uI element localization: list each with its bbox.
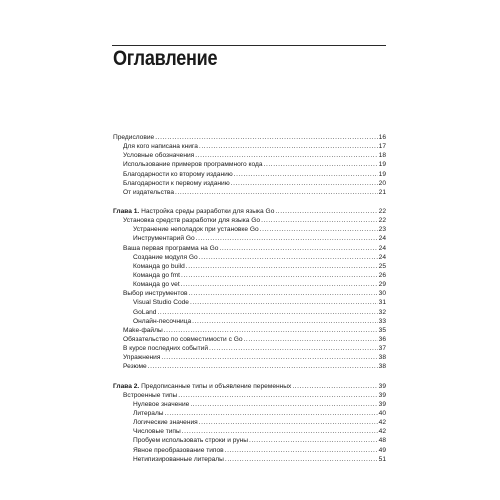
dot-leader — [161, 353, 377, 362]
toc-entry-text: Для кого написана книга — [123, 143, 198, 151]
toc-entry-label — [133, 427, 181, 436]
toc-entry[interactable] — [113, 391, 386, 400]
toc-entry-label — [133, 280, 180, 289]
toc-entry-text: Логические значения — [133, 419, 198, 427]
toc-entry-text: Команда go build — [133, 262, 185, 270]
toc-entry-label — [133, 298, 189, 307]
dot-leader — [175, 188, 378, 197]
toc-entry[interactable] — [113, 436, 386, 445]
toc-page-number: 42 — [378, 419, 386, 427]
toc-entry-text: Создание модуля Go — [133, 253, 198, 261]
toc-page-number: 40 — [378, 409, 386, 417]
dot-leader — [225, 455, 378, 464]
toc-entry-text: Предописанные типы и объявление переменных — [139, 382, 292, 390]
dot-leader — [275, 207, 377, 216]
dot-leader — [181, 280, 378, 289]
dot-leader — [181, 271, 378, 280]
toc-page-number: 16 — [378, 134, 386, 141]
dot-leader — [219, 244, 377, 253]
toc-entry-text: Инструментарий Go — [133, 235, 195, 243]
toc-page-number: 29 — [378, 281, 386, 289]
toc-entry-text: Числовые типы — [133, 428, 181, 436]
toc-entry[interactable] — [113, 344, 386, 353]
toc-entry-label — [113, 207, 274, 216]
toc-entry[interactable] — [113, 317, 386, 326]
toc-page-number: 42 — [378, 428, 386, 436]
toc-entry-text: Нетипизированные литералы — [133, 455, 224, 463]
toc-entry-label — [133, 271, 180, 280]
dot-leader — [192, 317, 378, 326]
toc-page-number: 38 — [378, 363, 386, 371]
toc-page-number: 24 — [378, 235, 386, 243]
toc-entry[interactable] — [113, 170, 386, 179]
dot-leader — [225, 446, 378, 455]
dot-leader — [209, 344, 378, 353]
toc-entry[interactable] — [113, 133, 386, 142]
dot-leader — [190, 298, 378, 307]
toc-entry-label — [113, 382, 291, 391]
toc-page-number: 39 — [378, 382, 386, 390]
toc-entry-text: Выбор инструментов — [123, 290, 188, 298]
toc-entry-text: Встроенные типы — [123, 391, 178, 399]
toc-entry-label — [133, 262, 185, 271]
dot-leader — [164, 326, 378, 335]
toc-entry-label — [123, 188, 174, 197]
toc-entry-label — [133, 436, 248, 445]
toc-entry-label — [123, 179, 230, 188]
toc-page-number: 25 — [378, 262, 386, 270]
toc-page-number: 39 — [378, 391, 386, 399]
toc-entry-label — [123, 335, 243, 344]
toc-entry-text: Упражнения — [123, 354, 161, 362]
header-rule — [112, 45, 386, 46]
toc-entry[interactable] — [113, 326, 386, 335]
dot-leader — [195, 151, 377, 160]
dot-leader — [292, 382, 377, 391]
toc-page-number: 48 — [378, 437, 386, 445]
dot-leader — [190, 400, 377, 409]
toc-entry[interactable] — [113, 253, 386, 262]
toc-entry-label — [123, 142, 198, 151]
toc-entry-text: Visual Studio Code — [133, 299, 189, 307]
toc-entry[interactable] — [113, 216, 386, 225]
dot-leader — [234, 170, 378, 179]
toc-entry-label — [133, 455, 224, 464]
toc-entry[interactable] — [113, 151, 386, 160]
toc-entry-label — [133, 225, 259, 234]
page-title: Оглавление — [113, 47, 218, 70]
toc-entry-text: Нулевое значение — [133, 400, 190, 408]
toc-entry[interactable] — [113, 271, 386, 280]
toc-entry-text: Устранение неполадок при установке Go — [133, 226, 259, 234]
dot-leader — [178, 391, 377, 400]
chapter-number: Глава 2. — [113, 382, 140, 390]
toc-entry-text: Ваша первая программа на Go — [123, 244, 219, 252]
toc-page-number: 32 — [378, 308, 386, 316]
toc-entry-label — [133, 317, 191, 326]
toc-entry[interactable] — [113, 409, 386, 418]
toc-page-number: 36 — [378, 335, 386, 343]
toc-entry-text: Предисловие — [113, 134, 155, 141]
toc-entry[interactable] — [113, 335, 386, 344]
toc-entry[interactable] — [113, 362, 386, 371]
dot-leader — [199, 418, 378, 427]
toc-page-number: 33 — [378, 317, 386, 325]
toc-entry-label — [123, 170, 233, 179]
toc-page-number: 18 — [378, 152, 386, 160]
toc-entry[interactable] — [113, 142, 386, 151]
toc-entry-label — [123, 216, 260, 225]
toc-entry[interactable] — [113, 400, 386, 409]
toc-entry-label — [123, 326, 163, 335]
toc-entry[interactable] — [113, 280, 386, 289]
toc-entry[interactable] — [113, 298, 386, 307]
toc-entry-text: Онлайн-песочница — [133, 317, 192, 325]
toc-entry[interactable] — [113, 179, 386, 188]
toc-page-number: 22 — [378, 207, 386, 215]
toc-entry-text: Благодарности ко второму изданию — [123, 170, 233, 178]
dot-leader — [261, 216, 378, 225]
toc-entry[interactable] — [113, 160, 386, 169]
toc-entry-label — [133, 253, 198, 262]
dot-leader — [155, 133, 377, 142]
toc-entry-label — [123, 244, 218, 253]
toc-entry[interactable] — [113, 188, 386, 197]
toc-entry-label — [133, 400, 189, 409]
dot-leader — [264, 160, 378, 169]
toc-entry-label — [133, 418, 198, 427]
toc-entry-label — [133, 409, 164, 418]
toc-page-number: 17 — [378, 143, 386, 151]
toc-entry-text: GoLand — [133, 308, 157, 316]
toc-entry-label — [133, 308, 156, 317]
toc-entry-text: От издательства — [123, 188, 175, 196]
toc-page-number: 22 — [378, 217, 386, 225]
toc-entry-text: Make-файлы — [123, 326, 163, 334]
toc-entry-text: В курсе последних событий — [123, 345, 209, 353]
toc-page-number: 19 — [378, 170, 386, 178]
chapter-gap — [113, 372, 386, 382]
toc-entry-text: Использование примеров программного кода — [123, 161, 263, 169]
toc-entry[interactable] — [113, 262, 386, 271]
toc-entry-text: Настройка среды разработки для языка Go — [139, 207, 275, 215]
toc-entry[interactable] — [113, 427, 386, 436]
toc-page-number: 19 — [378, 161, 386, 169]
toc-page-number: 24 — [378, 244, 386, 252]
toc-entry-text: Резюме — [123, 363, 147, 371]
dot-leader — [189, 289, 378, 298]
toc-entry-label — [123, 289, 188, 298]
toc-page-number: 26 — [378, 271, 386, 279]
toc-entry-label — [133, 234, 195, 243]
toc-entry[interactable] — [113, 455, 386, 464]
dot-leader — [186, 262, 378, 271]
toc-page-number: 39 — [378, 400, 386, 408]
toc-chapter-entry[interactable] — [113, 207, 386, 216]
dot-leader — [199, 253, 378, 262]
toc-entry-text: Пробуем использовать строки и руны — [133, 437, 249, 445]
toc-entry[interactable] — [113, 353, 386, 362]
toc-entry-label — [113, 133, 154, 142]
toc-page-number: 30 — [378, 290, 386, 298]
toc-entry-label — [133, 446, 224, 455]
toc-entry[interactable] — [113, 446, 386, 455]
toc-entry-label — [123, 160, 263, 169]
toc-entry[interactable] — [113, 244, 386, 253]
dot-leader — [231, 179, 378, 188]
chapter-number: Глава 1. — [113, 207, 140, 215]
dot-leader — [165, 409, 378, 418]
toc-entry[interactable] — [113, 234, 386, 243]
toc-page-number: 35 — [378, 326, 386, 334]
toc-entry-text: Обязательство по совместимости с Go — [123, 335, 243, 343]
toc-entry-text: Литералы — [133, 409, 164, 417]
toc-entry-text: Команда go vet — [133, 281, 180, 289]
toc-page-number: 23 — [378, 226, 386, 234]
toc-chapter-entry[interactable] — [113, 382, 386, 391]
chapter-gap — [113, 197, 386, 207]
dot-leader — [199, 142, 378, 151]
toc-page-number: 38 — [378, 354, 386, 362]
toc-entry-text: Явное преобразование типов — [133, 446, 224, 454]
toc-entry-text: Условные обозначения — [123, 152, 195, 160]
toc-entry[interactable] — [113, 225, 386, 234]
toc-page-number: 37 — [378, 345, 386, 353]
toc-page-number: 49 — [378, 446, 386, 454]
dot-leader — [182, 427, 378, 436]
dot-leader — [196, 234, 378, 243]
toc-entry-label — [123, 353, 160, 362]
table-of-contents — [113, 133, 386, 464]
toc-entry-text: Команда go fmt — [133, 271, 181, 279]
toc-entry-label — [123, 344, 208, 353]
dot-leader — [148, 362, 378, 371]
toc-entry-text: Установка средств разработки для языка Go — [123, 217, 261, 225]
dot-leader — [249, 436, 378, 445]
toc-entry-label — [123, 391, 177, 400]
toc-page-number: 51 — [378, 455, 386, 463]
dot-leader — [260, 225, 378, 234]
toc-page-number: 31 — [378, 299, 386, 307]
toc-entry-label — [123, 362, 147, 371]
toc-page-number: 24 — [378, 253, 386, 261]
dot-leader — [157, 308, 377, 317]
toc-entry[interactable] — [113, 289, 386, 298]
dot-leader — [244, 335, 378, 344]
toc-entry-label — [123, 151, 194, 160]
toc-entry[interactable] — [113, 418, 386, 427]
toc-entry-text: Благодарности к первому изданию — [123, 179, 230, 187]
toc-entry[interactable] — [113, 308, 386, 317]
toc-page-number: 21 — [378, 188, 386, 196]
toc-page-number: 20 — [378, 179, 386, 187]
